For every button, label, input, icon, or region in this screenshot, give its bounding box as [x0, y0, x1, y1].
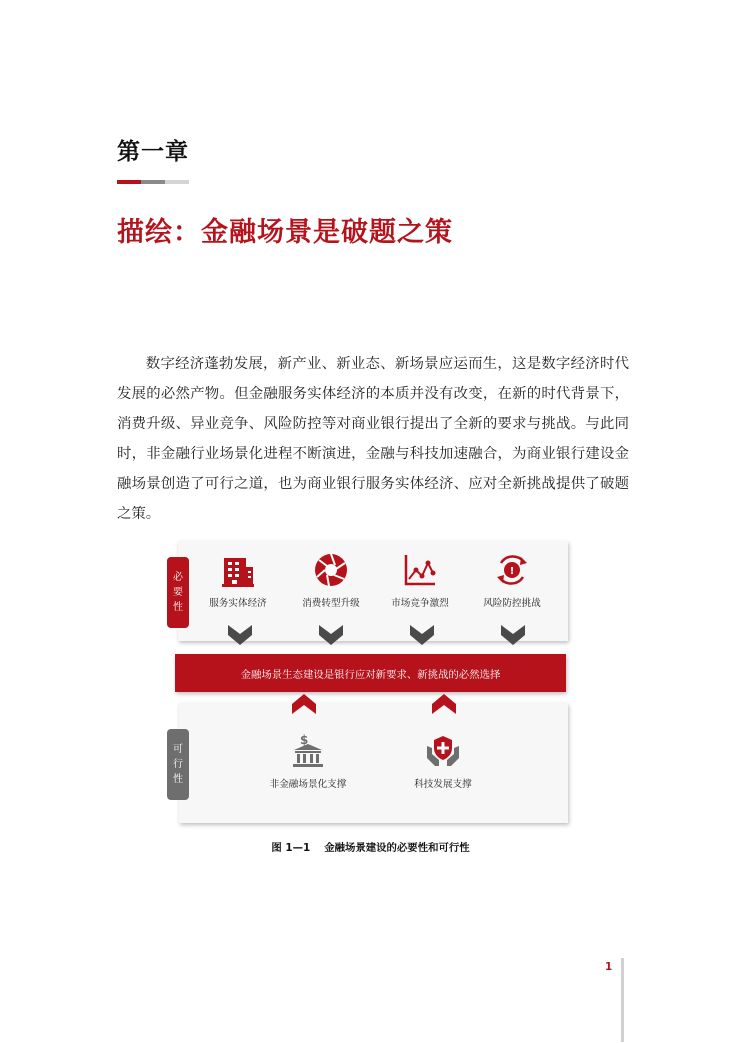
- svg-text:$: $: [300, 733, 309, 747]
- decor-bar-gray: [141, 180, 165, 184]
- item-label: 市场竞争激烈: [391, 598, 449, 609]
- figure-caption: [0, 839, 741, 854]
- svg-text:!: !: [509, 566, 515, 577]
- chevron-up-icon: [292, 694, 316, 714]
- bank-icon: [290, 732, 326, 768]
- necessity-item-consumption: [286, 553, 376, 609]
- necessity-item-service: [193, 553, 283, 609]
- necessity-item-risk: [467, 553, 557, 609]
- feasibility-item-nonfinancial: [258, 732, 358, 790]
- item-label: 科技发展支撑: [414, 779, 472, 790]
- chevron-down-icon: [319, 625, 343, 645]
- tag-char: 性: [173, 774, 183, 785]
- caption-number: 图 1—1: [271, 842, 311, 854]
- item-label: 风险防控挑战: [483, 598, 541, 609]
- chapter-title: 描绘：金融场景是破题之策: [117, 217, 453, 248]
- chapter-label: 第一章: [117, 139, 189, 165]
- item-label: 非金融场景化支撑: [269, 779, 347, 790]
- chevron-up-icon: [432, 694, 456, 714]
- feasibility-tag: [167, 729, 189, 800]
- line-chart-icon: [403, 553, 437, 587]
- item-label: 服务实体经济: [209, 598, 267, 609]
- item-label: 消费转型升级: [302, 598, 360, 609]
- risk-cycle-icon: [495, 553, 529, 587]
- feasibility-item-technology: [393, 732, 493, 790]
- caption-text: 金融场景建设的必要性和可行性: [324, 842, 470, 854]
- tag-char: 性: [173, 602, 183, 613]
- chevron-down-icon: [410, 625, 434, 645]
- page-number: 1: [605, 961, 613, 973]
- page-edge-rule: [621, 958, 624, 1042]
- tag-char: 要: [173, 587, 183, 598]
- decor-bar-red: [117, 180, 141, 184]
- tag-char: 必: [173, 572, 183, 583]
- decor-bar-light: [165, 180, 189, 184]
- chevron-down-icon: [501, 625, 525, 645]
- necessity-item-competition: [375, 553, 465, 609]
- feasibility-panel: [179, 703, 568, 823]
- tag-char: 行: [173, 759, 183, 770]
- building-icon: [221, 553, 255, 587]
- tag-char: 可: [173, 744, 183, 755]
- chevron-down-icon: [228, 625, 252, 645]
- aperture-icon: [314, 553, 348, 587]
- shield-hands-icon: [425, 732, 461, 768]
- conclusion-band: 金融场景生态建设是银行应对新要求、新挑战的必然选择: [175, 654, 566, 692]
- necessity-tag: [167, 557, 189, 628]
- body-paragraph: 数字经济蓬勃发展，新产业、新业态、新场景应运而生，这是数字经济时代发展的必然产物。但金融服务实体经济的本质并没有改变，在新的时代背景下，消费升级、异业竞争、风险防控等对商业银行提出了全新的要求与挑战。与此同时，非金融行业场景化进程不断演进，金融与科技加速融合，为商业银行建设金融场景创造了可行之道，也为商业银行服务实体经济、应对全新挑战提供了破题之策。: [117, 356, 629, 522]
